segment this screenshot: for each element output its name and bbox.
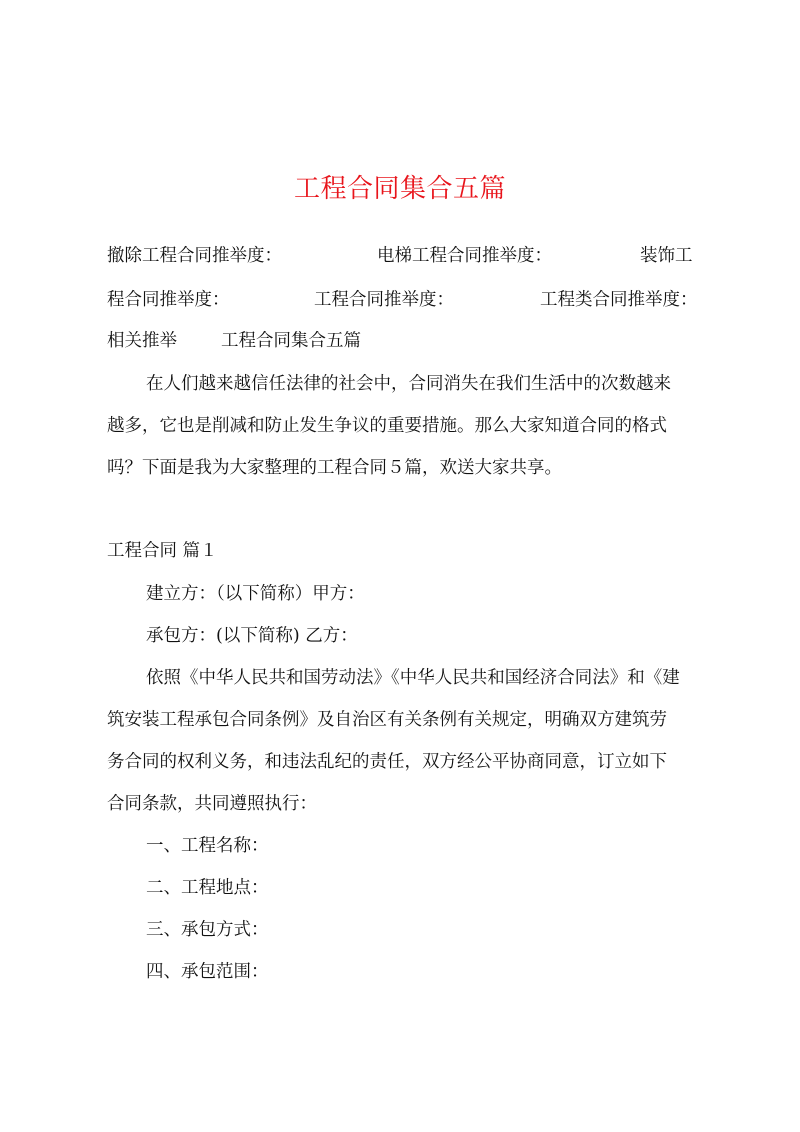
contract-item: 三、承包方式： (146, 920, 269, 940)
recommendation-engineering: 工程合同推举度： (314, 290, 454, 310)
basis-line: 筑安装工程承包合同条例》及自治区有关条例有关规定，明确双方建筑劳 (107, 710, 667, 730)
related-recommendation-label: 相关推举 (107, 331, 177, 351)
recommendation-demolition: 撤除工程合同推举度： (107, 246, 282, 266)
related-recommendation-link[interactable]: 工程合同集合五篇 (221, 331, 361, 351)
recommendation-decoration-end: 程合同推举度： (107, 290, 230, 310)
contract-item: 一、工程名称： (146, 836, 269, 856)
contract-item: 二、工程地点： (146, 878, 269, 898)
party-contractor: 承包方：(以下简称) 乙方： (146, 626, 358, 646)
intro-line: 吗？下面是我为大家整理的工程合同５篇，欢送大家共享。 (107, 458, 562, 478)
contract-item: 四、承包范围： (146, 962, 269, 982)
intro-line: 在人们越来越信任法律的社会中，合同消失在我们生活中的次数越来 (146, 374, 671, 394)
intro-line: 越多，它也是削减和防止发生争议的重要措施。那么大家知道合同的格式 (107, 416, 667, 436)
party-builder: 建立方：（以下简称）甲方： (146, 584, 365, 604)
document-title: 工程合同集合五篇 (293, 174, 506, 204)
basis-line: 合同条款，共同遵照执行： (107, 794, 317, 814)
recommendation-elevator: 电梯工程合同推举度： (377, 246, 552, 266)
recommendation-decoration-start: 装饰工 (640, 246, 693, 266)
basis-line: 务合同的权利义务，和违法乱纪的责任，双方经公平协商同意，订立如下 (107, 752, 667, 772)
section-heading: 工程合同 篇１ (107, 541, 218, 561)
recommendation-engineering-class: 工程类合同推举度： (540, 290, 698, 310)
basis-line: 依照《中华人民共和国劳动法》《中华人民共和国经济合同法》和《建 (146, 668, 680, 688)
